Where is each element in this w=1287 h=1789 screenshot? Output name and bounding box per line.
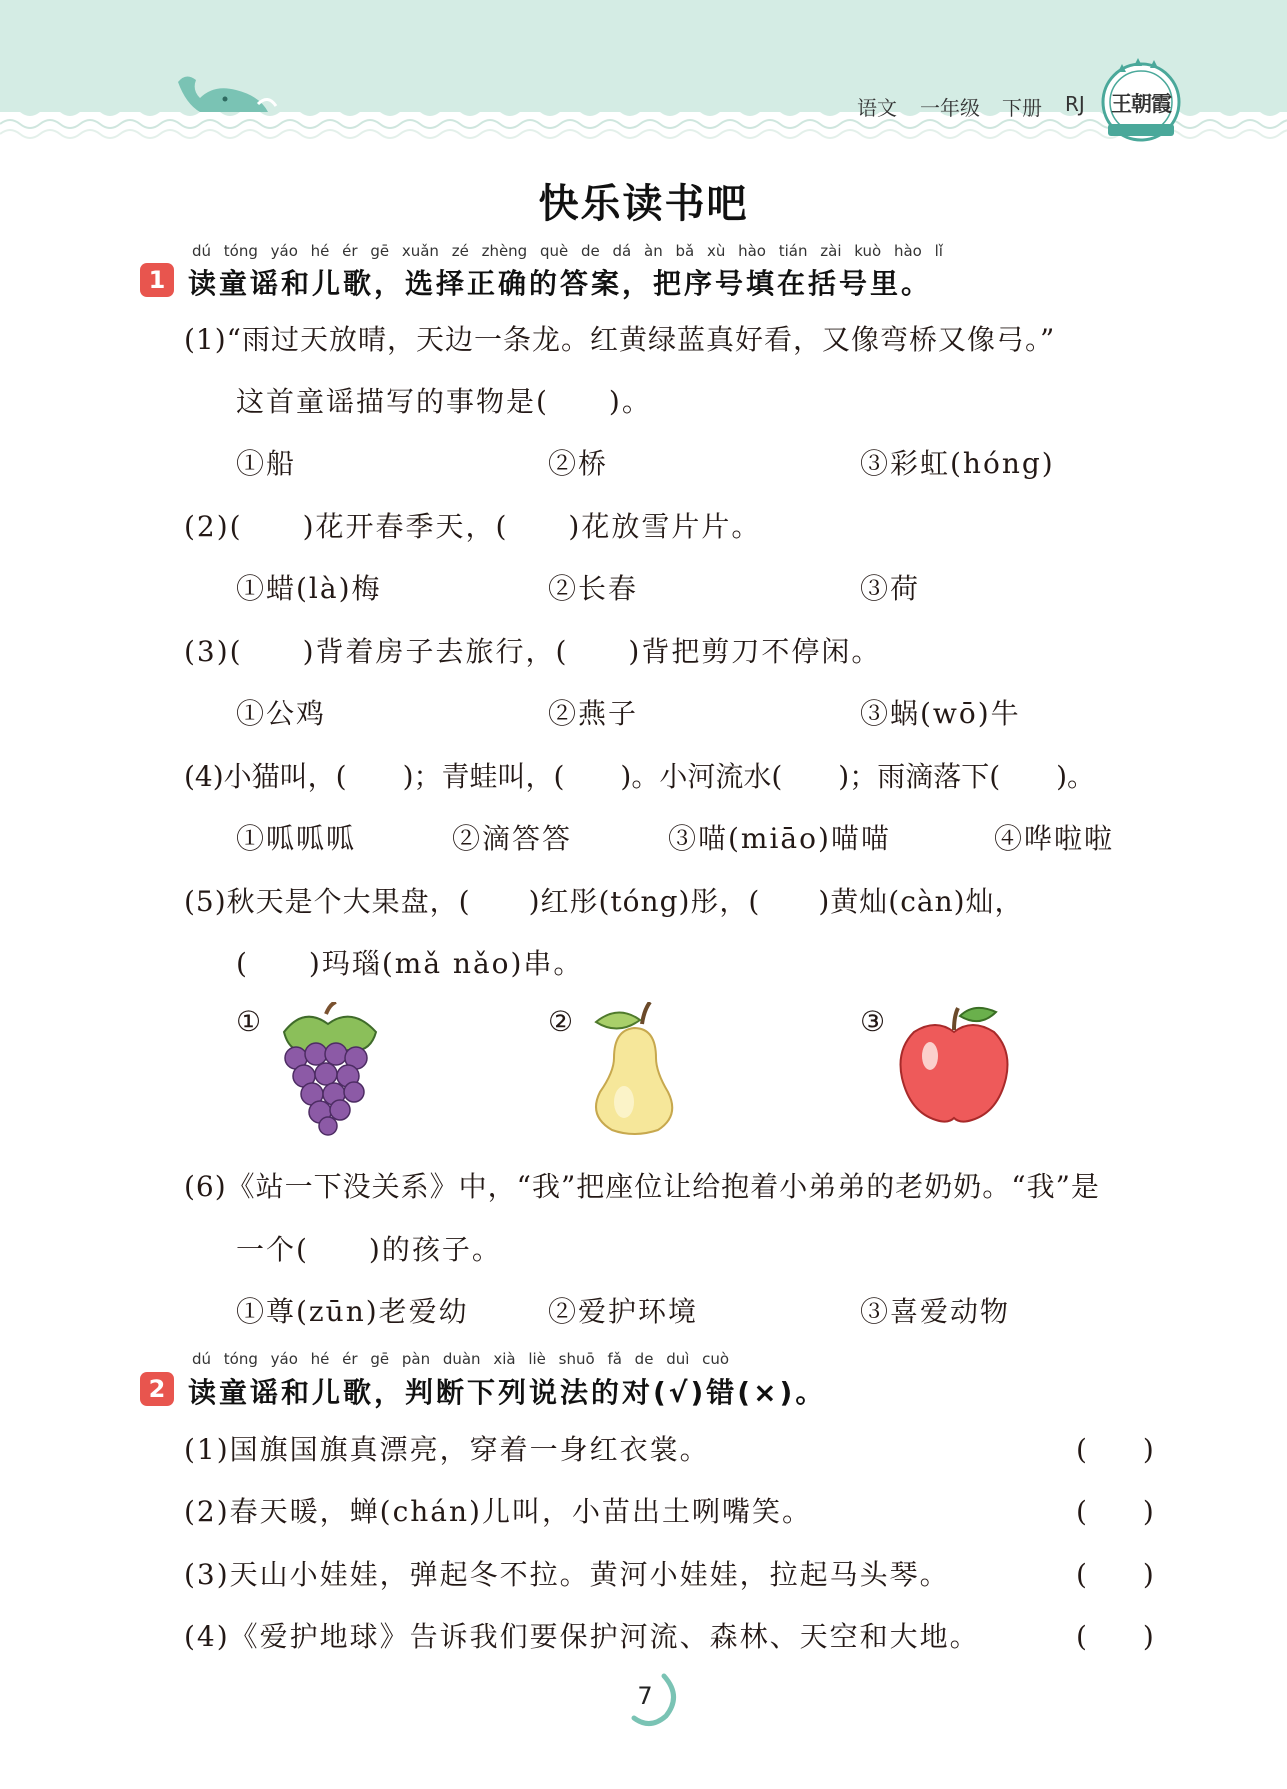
q2-instruction: 读童谣和儿歌，判断下列说法的对(√)错(×)。 [188, 1376, 827, 1409]
q1-item1-line1: (1)“雨过天放晴，天边一条龙。红黄绿蓝真好看，又像弯桥又像弓。” [184, 323, 1056, 356]
q1-item4-option1[interactable]: ①呱呱呱 [236, 822, 357, 855]
q1-item3-option1[interactable]: ①公鸡 [236, 697, 327, 730]
publisher-logo [1100, 58, 1182, 146]
q2-number-badge: 2 [140, 1372, 174, 1406]
q1-item1-option3[interactable]: ③彩虹(hóng) [860, 447, 1055, 480]
q1-item5-option3[interactable]: ③ [860, 1005, 888, 1038]
q2-item2-text: (2)春天暖，蝉(chán)儿叫，小苗出土咧嘴笑。 [184, 1495, 812, 1528]
q1-number-badge: 1 [140, 263, 174, 297]
page-number-badge [620, 1668, 680, 1728]
q1-item2-line1: (2)( )花开春季天，( )花放雪片片。 [184, 510, 762, 543]
q2-item1-text: (1)国旗国旗真漂亮，穿着一身红衣裳。 [184, 1433, 710, 1466]
subject-label: 语文 [857, 96, 897, 120]
q1-item4-line1: (4)小猫叫，( )；青蛙叫，( )。小河流水( )；雨滴落下( )。 [184, 760, 1096, 793]
page-number: 7 [637, 1682, 653, 1710]
q1-item5-option2[interactable]: ② [548, 1005, 576, 1038]
wave-band [0, 0, 1287, 150]
q2-item4-answer-box[interactable]: ( ) [1076, 1620, 1154, 1653]
page-header [0, 0, 1287, 150]
q1-item2-option1[interactable]: ①蜡(là)梅 [236, 572, 382, 605]
grade-label: 一年级 [920, 96, 980, 120]
volume-label: 下册 [1002, 96, 1042, 120]
q1-item5-option1[interactable]: ① [236, 1005, 264, 1038]
q2-item2-answer-box[interactable]: ( ) [1076, 1495, 1154, 1528]
q2-item4-text: (4)《爱护地球》告诉我们要保护河流、森林、天空和大地。 [184, 1620, 980, 1653]
grapes-image[interactable] [274, 1002, 386, 1136]
q1-item2-option2[interactable]: ②长春 [548, 572, 639, 605]
q1-item1-line2: 这首童谣描写的事物是( )。 [236, 385, 652, 418]
q1-instruction: 读童谣和儿歌，选择正确的答案，把序号填在括号里。 [188, 267, 933, 300]
q1-item3-option2[interactable]: ②燕子 [548, 697, 639, 730]
logo-text: 王朝霞 [1111, 91, 1171, 116]
q1-pinyin: dú tóng yáo hé ér gē xuǎn zé zhèng què de dá àn bǎ xù hào tián zài kuò hào lǐ [192, 242, 943, 260]
edition-label: RJ [1065, 92, 1085, 116]
q1-item6-line1: (6)《站一下没关系》中，“我”把座位让给抱着小弟弟的老奶奶。“我”是 [184, 1170, 1100, 1203]
q1-item2-option3[interactable]: ③荷 [860, 572, 921, 605]
q1-item3-line1: (3)( )背着房子去旅行，( )背把剪刀不停闲。 [184, 635, 882, 668]
q1-item1-option1[interactable]: ①船 [236, 447, 297, 480]
q1-item6-option2[interactable]: ②爱护环境 [548, 1295, 699, 1328]
q1-item4-option2[interactable]: ②滴答答 [452, 822, 573, 855]
q1-item5-line1: (5)秋天是个大果盘，( )红彤(tóng)彤，( )黄灿(càn)灿， [184, 885, 1024, 918]
q1-item6-line2: 一个( )的孩子。 [236, 1233, 502, 1266]
pear-image[interactable] [584, 1002, 684, 1136]
q2-item3-answer-box[interactable]: ( ) [1076, 1558, 1154, 1591]
page-title: 快乐读书吧 [538, 181, 749, 227]
q1-item4-option3[interactable]: ③喵(miāo)喵喵 [668, 822, 891, 855]
q2-item1-answer-box[interactable]: ( ) [1076, 1433, 1154, 1466]
apple-image[interactable] [896, 1002, 1012, 1126]
q1-item6-option3[interactable]: ③喜爱动物 [860, 1295, 1011, 1328]
q1-item6-option1[interactable]: ①尊(zūn)老爱幼 [236, 1295, 469, 1328]
q2-item3-text: (3)天山小娃娃，弹起冬不拉。黄河小娃娃，拉起马头琴。 [184, 1558, 950, 1591]
q1-item4-option4[interactable]: ④哗啦啦 [994, 822, 1115, 855]
q1-item5-line2: ( )玛瑙(mǎ nǎo)串。 [236, 947, 584, 980]
q1-item1-option2[interactable]: ②桥 [548, 447, 609, 480]
q1-item3-option3[interactable]: ③蜗(wō)牛 [860, 697, 1021, 730]
q2-pinyin: dú tóng yáo hé ér gē pàn duàn xià liè shuō fǎ de duì cuò [192, 1350, 730, 1368]
